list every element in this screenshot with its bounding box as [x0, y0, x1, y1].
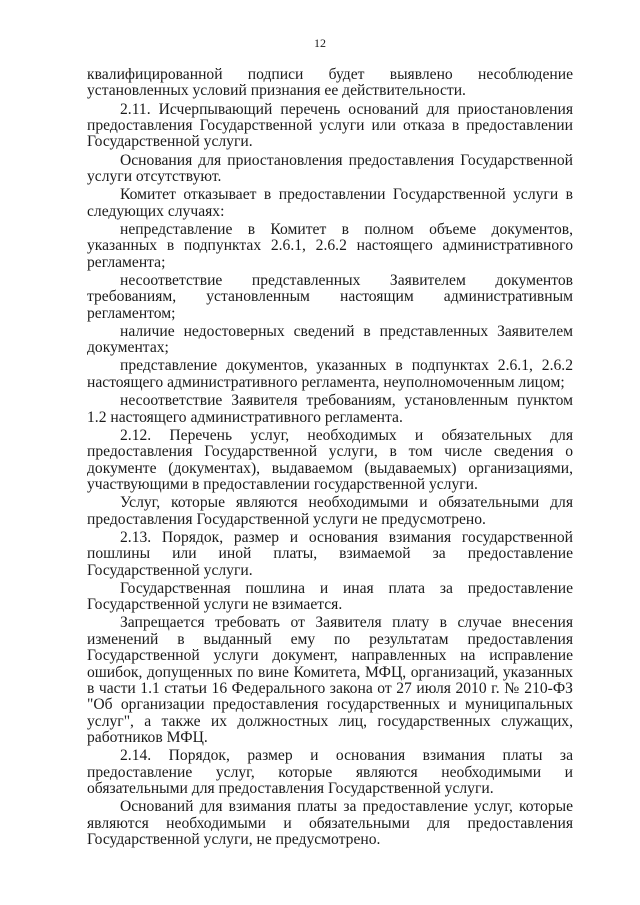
paragraph-continuation: квалифицированной подписи будет выявлено несоблюдение установленных условий признания ее действительности. [87, 66, 573, 100]
paragraph-no-required-services: Услуг, которые являются необходимыми и обязательными для предоставления Государственной услуги не предусмотрено. [87, 494, 573, 528]
paragraph-suspension-grounds: Основания для приостановления предоставления Государственной услуги отсутствуют. [87, 151, 573, 186]
refusal-case-4: представление документов, указанных в подпунктах 2.6.1, 2.6.2 настоящего административного регламента, неуполномоченным лицом; [87, 357, 573, 391]
section-2-13-heading: 2.13. Порядок, размер и основания взимания государственной пошлины или иной платы, взимаемой за предоставление Государственной услуги. [87, 528, 573, 579]
refusal-case-2: несоответствие представленных Заявителем документов требованиям, установленным настоящим административным регламентом; [87, 271, 573, 322]
refusal-case-1: непредставление в Комитет в полном объеме документов, указанных в подпунктах 2.6.1, 2.6.2 настоящего административного регламента; [87, 220, 573, 271]
refusal-case-5: несоответствие Заявителя требованиям, установленным пунктом 1.2 настоящего административного регламента. [87, 392, 573, 426]
section-2-11-heading: 2.11. Исчерпывающий перечень оснований для приостановления предоставления Государственной услуги или отказа в предоставлении Государственной услуги. [87, 100, 573, 151]
paragraph-refusal-intro: Комитет отказывает в предоставлении Государственной услуги в следующих случаях: [87, 186, 573, 220]
paragraph-no-fee: Государственная пошлина и иная плата за предоставление Государственной услуги не взимается. [87, 579, 573, 614]
document-body [87, 67, 573, 850]
refusal-case-3: наличие недостоверных сведений в представленных Заявителем документах; [87, 322, 573, 357]
paragraph-no-service-fee: Оснований для взимания платы за предоставление услуг, которые являются необходимыми и обязательными для предоставления Государственной услуги, не предусмотрено. [87, 798, 573, 849]
section-2-12-heading: 2.12. Перечень услуг, необходимых и обязательных для предоставления Государственной услуги, в том числе сведения о документе (документах), выдаваемом (выдаваемых) организациями, участвующими в предоставлении государственной услуги. [87, 426, 573, 493]
section-2-14-heading: 2.14. Порядок, размер и основания взимания платы за предоставление услуг, которые являются необходимыми и обязательными для предоставления Государственной услуги. [87, 747, 573, 798]
paragraph-fee-prohibition: Запрещается требовать от Заявителя плату в случае внесения изменений в выданный ему по результатам предоставления Государственной услуги документ, направленных на исправление ошибок, допущенных по вине Комитета, МФЦ, организаций, указанных в части 1.1 статьи 16 Федерального закона от 27 июля 2010 г. № 210-ФЗ "Об организации предоставления государственных и муниципальных услуг", а также их должностных лиц, государственных служащих, работников МФЦ. [87, 614, 573, 747]
page-number: 12 [314, 36, 326, 50]
